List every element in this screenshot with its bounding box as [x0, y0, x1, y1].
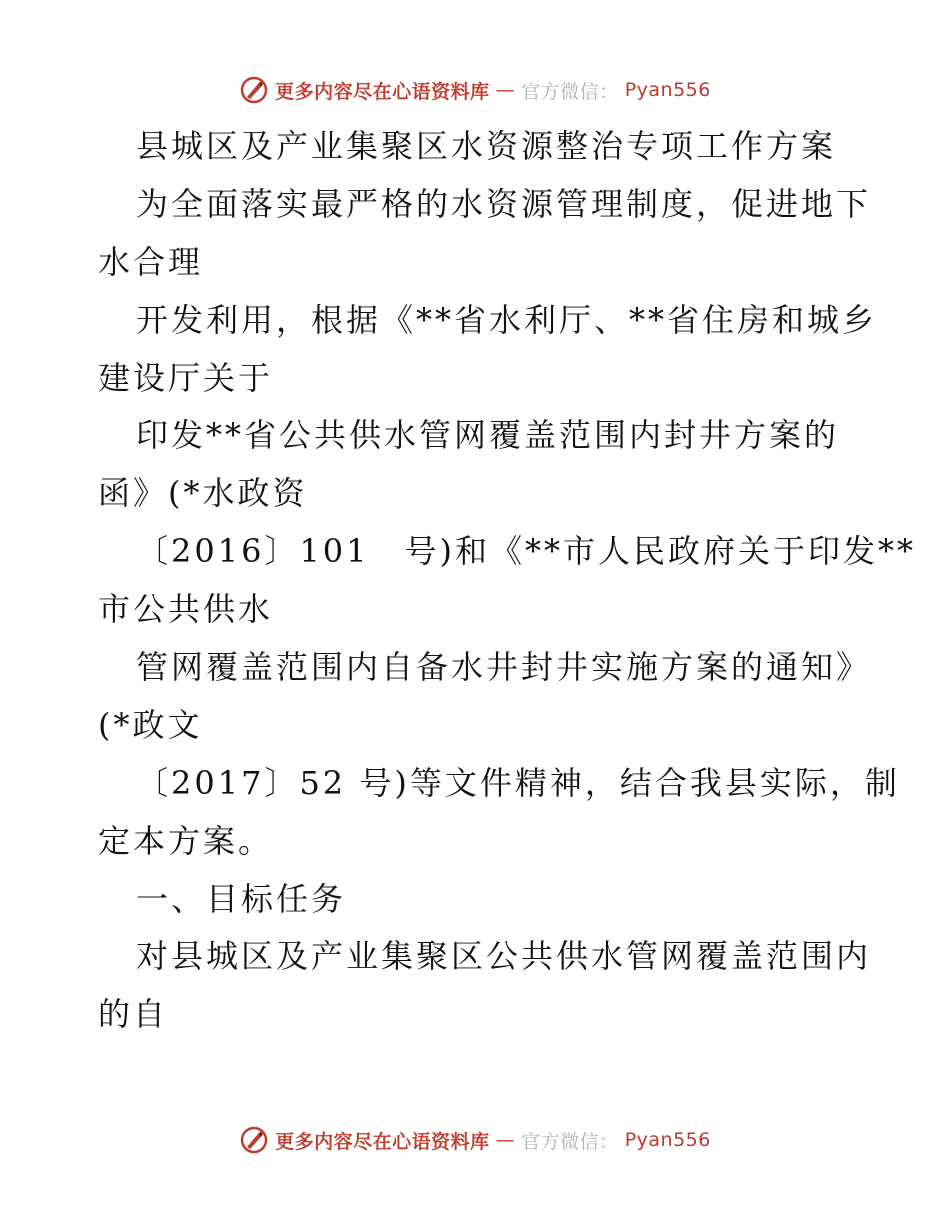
text-line: 印发**省公共供水管网覆盖范围内封井方案的: [136, 416, 840, 455]
text-line: (*政文: [98, 705, 203, 744]
pen-logo-icon: [239, 1125, 269, 1155]
text-line: 市公共供水: [98, 590, 274, 629]
document-body: [98, 118, 917, 1044]
text-line: 函》(*水政资: [98, 474, 308, 513]
text-line: 对县城区及产业集聚区公共供水管网覆盖范围内: [136, 937, 872, 976]
text-line: 建设厅关于: [98, 358, 274, 397]
watermark-dash: —: [495, 1129, 516, 1151]
text-line: 开发利用，根据《**省水利厅、**省住房和城乡: [136, 300, 878, 339]
text-line: 的自: [98, 995, 169, 1034]
watermark-main-text: 更多内容尽在心语资料库: [275, 1130, 490, 1153]
text-line: 水合理: [98, 242, 204, 281]
text-line: 县城区及产业集聚区水资源整治专项工作方案: [136, 127, 837, 165]
watermark-wechat-id: Pyan556: [624, 1129, 711, 1151]
watermark-dash: —: [495, 79, 516, 101]
watermark-wechat-id: Pyan556: [624, 79, 711, 101]
text-line: 〔2017〕52 号)等文件精神，结合我县实际，制: [136, 763, 900, 802]
text-line: 为全面落实最严格的水资源管理制度，促进地下: [136, 184, 872, 223]
pen-logo-icon: [239, 75, 269, 105]
text-line: 管网覆盖范围内自备水井封井实施方案的通知》: [136, 648, 872, 687]
watermark-label: 官方微信：: [521, 80, 619, 103]
footer-watermark: [0, 1120, 950, 1160]
text-line: 定本方案。: [98, 821, 274, 860]
text-line: 一、目标任务: [136, 879, 347, 918]
header-watermark: [0, 70, 950, 110]
watermark-main-text: 更多内容尽在心语资料库: [275, 80, 490, 103]
watermark-label: 官方微信：: [521, 1130, 619, 1153]
text-line: 〔2016〕101 号)和《**市人民政府关于印发**: [136, 532, 917, 571]
